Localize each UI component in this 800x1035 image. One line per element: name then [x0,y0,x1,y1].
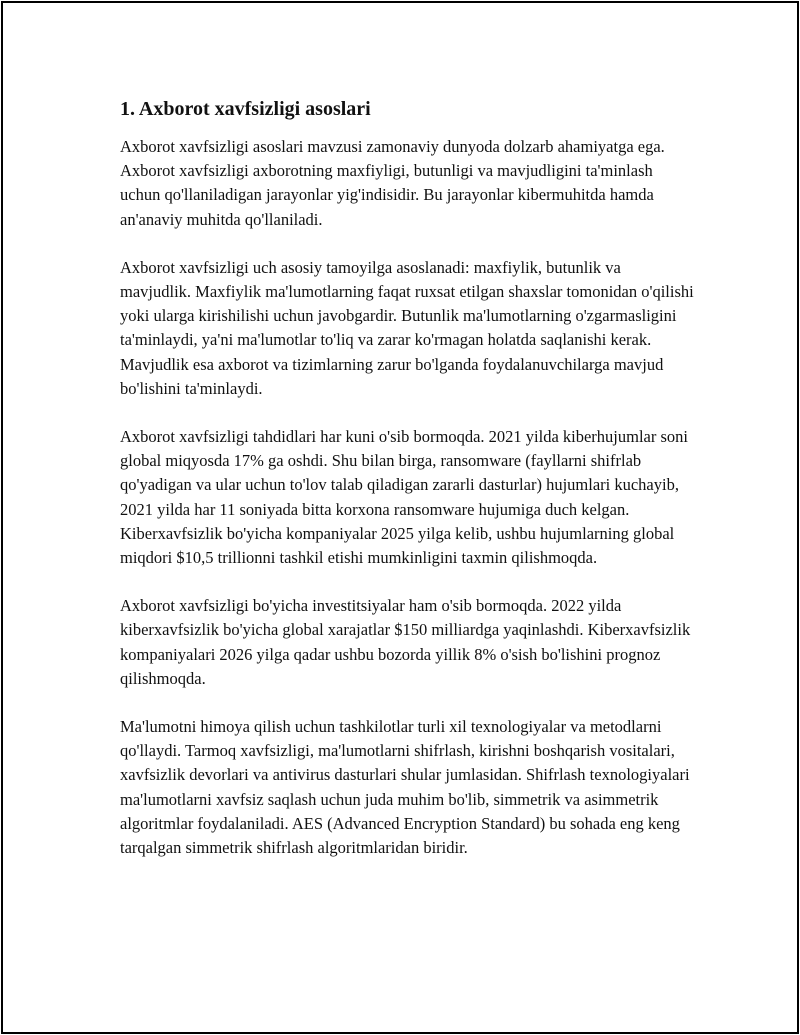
paragraph-intro: Axborot xavfsizligi asoslari mavzusi zamonaviy dunyoda dolzarb ahamiyatga ega. Axborot xavfsizligi axborotning maxfiyligi, butunligi va mavjudligini ta'minlash uchun qo'llaniladigan jarayonlar yig'indisidir. Bu jarayonlar kibermuhitda hamda an'anaviy muhitda qo'llaniladi. [120,137,665,229]
section-heading: 1. Axborot xavfsizligi asoslari [120,98,371,120]
paragraph-threats: Axborot xavfsizligi tahdidlari har kuni o'sib bormoqda. 2021 yilda kiberhujumlar soni global miqyosda 17% ga oshdi. Shu bilan birga, ransomware (fayllarni shifrlab qo'yadigan va ular uchun to'lov talab qiladigan zararli dasturlar) hujumlari kuchayib, 2021 yilda har 11 soniyada bitta korxona ransomware hujumiga duch kelgan. Kiberxavfsizlik bo'yicha kompaniyalar 2025 yilga kelib, ushbu hujumlarning global miqdori $10,5 trillionni tashkil etishi mumkinligini taxmin qilishmoqda. [120,427,689,568]
paragraph-technologies: Ma'lumotni himoya qilish uchun tashkilotlar turli xil texnologiyalar va metodlarni qo'llaydi. Tarmoq xavfsizligi, ma'lumotlarni shifrlash, kirishni boshqarish vositalari, xavfsizlik devorlari va antivirus dasturlari shular jumlasidan. Shifrlash texnologiyalari ma'lumotlarni xavfsiz saqlash uchun juda muhim bo'lib, simmetrik va asimmetrik algoritmlar foydalaniladi. AES (Advanced Encryption Standard) bu sohada eng keng tarqalgan simmetrik shifrlash algoritmlaridan biridir. [120,717,690,858]
paragraph-principles: Axborot xavfsizligi uch asosiy tamoyilga asoslanadi: maxfiylik, butunlik va mavjudlik. Maxfiylik ma'lumotlarning faqat ruxsat etilgan shaxslar tomonidan o'qilishi yoki ularga kirishilishi uchun javobgardir. Butunlik ma'lumotlarning o'zgarmasligini ta'minlaydi, ya'ni ma'lumotlar to'liq va zarar ko'rmagan holatda saqlanishi kerak. Mavjudlik esa axborot va tizimlarning zarur bo'lganda foydalanuvchilarga mavjud bo'lishini ta'minlaydi. [120,257,694,398]
document-body [120,95,695,884]
document-page [1,1,799,1034]
paragraph-investments: Axborot xavfsizligi bo'yicha investitsiyalar ham o'sib bormoqda. 2022 yilda kiberxavfsizlik bo'yicha global xarajatlar $150 milliardga yaqinlashdi. Kiberxavfsizlik kompaniyalari 2026 yilga qadar ushbu bozorda yillik 8% o'sish bo'lishini prognoz qilishmoqda. [120,596,691,688]
